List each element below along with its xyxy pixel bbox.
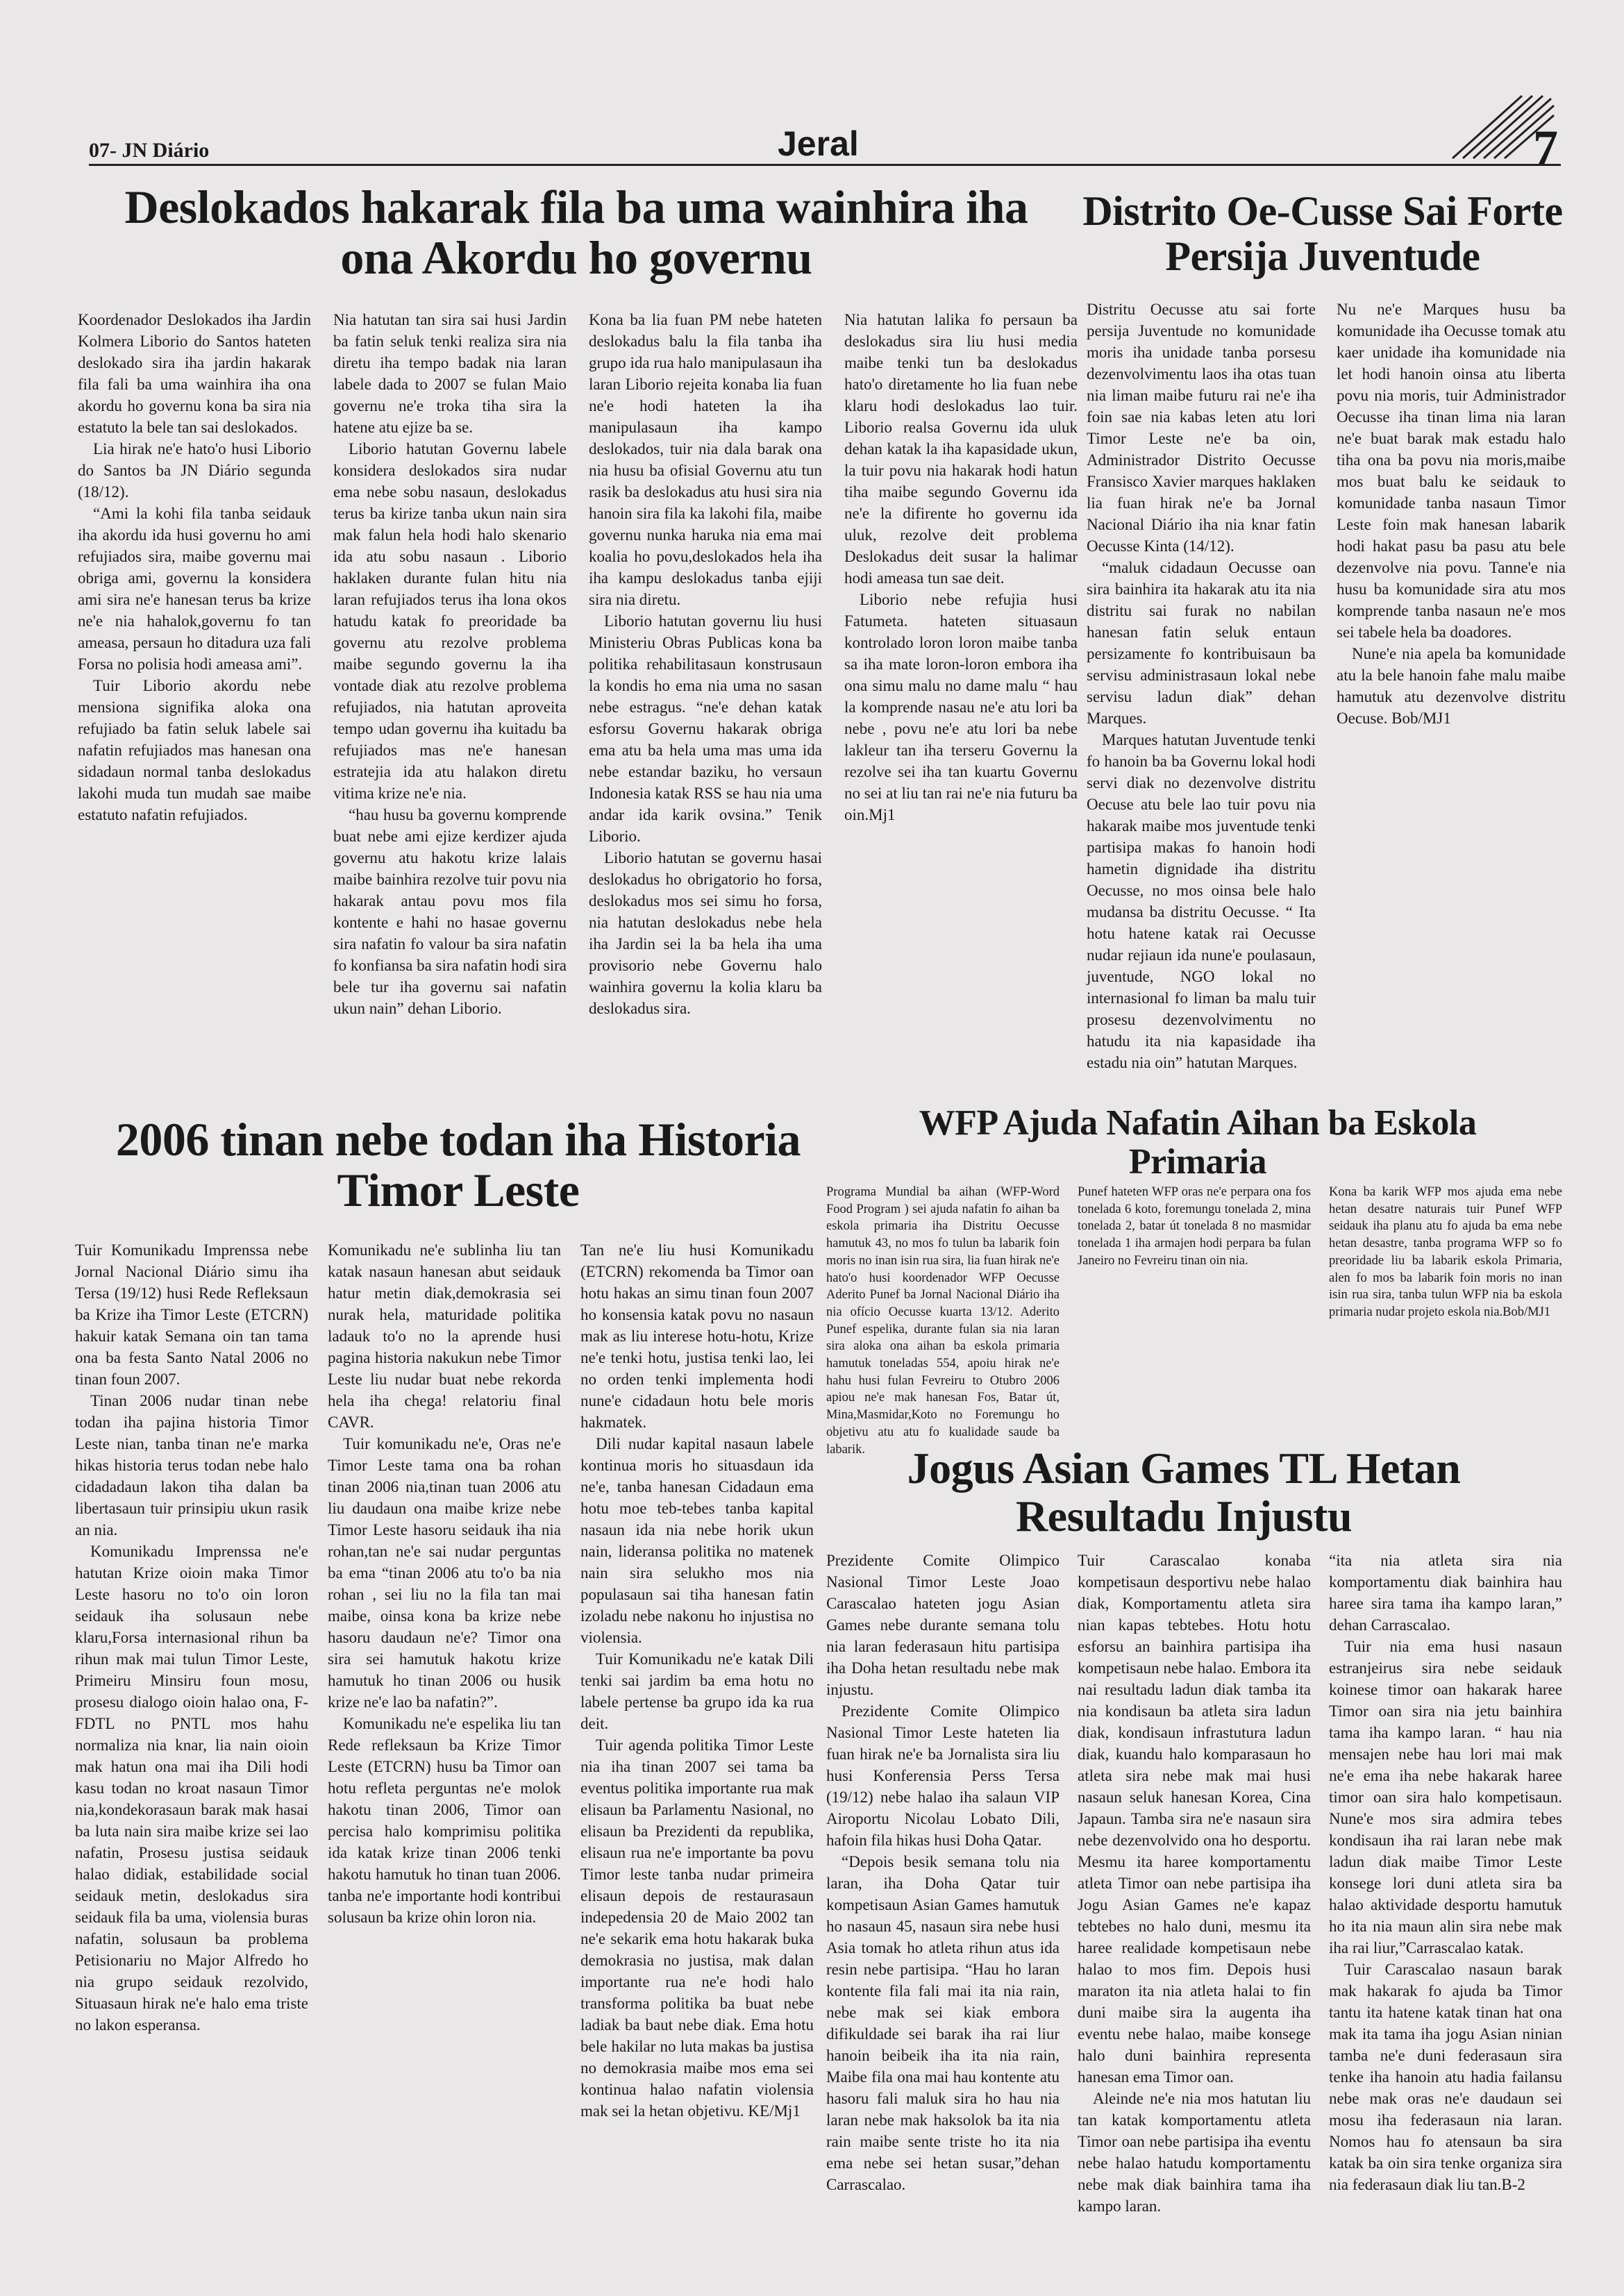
paragraph: Liborio nebe refujia husi Fatumeta. hateten situasaun kontrolado loron loron maibe tanba sa iha mate loron-loron embora iha ona simu malu no dame malu “ hau la komprende nasau ne'e atu lori ba nebe , povu ne'e atu lori ba nebe lakleur tan iha terseru Governu la rezolve sei iha tan kuartu Governu no sei at liu tan rai ne'e nia futuru ba oin.Mj1	[844, 591, 1078, 823]
paragraph: Tuir komunikadu ne'e, Oras ne'e Timor Leste tama ona ba rohan tinan 2006 nia,tinan tuan 2006 atu liu daudaun ona maibe krize nebe Timor Leste hasoru seidauk iha nia rohan,tan ne'e sai nudar perguntas ba ema “tinan 2006 atu to'o ba nia rohan , sei liu no la fila tan mai maibe, oinsa kona ba krize nebe hasoru daudaun ne'e? Timor ona sira sei hamutuk hakotu krize hamutuk ho tinan 2006 ou husik krize ne'e lao ba nafatin?”.	[328, 1435, 561, 1711]
article-column	[826, 1184, 1060, 1461]
paragraph: Nu ne'e Marques husu ba komunidade iha Oecusse tomak atu kaer unidade iha komunidade nia let hodi hanoin oinsa atu liberta povu nia moris, tuir Administrador Oecusse iha tinan lima nia laran ne'e buat barak mak estadu halo tiha ona ba povu nia moris,maibe mos buat balu ke seidauk to komunidade tanba nasaun Timor Leste foin mak hanesan labarik hodi hakat pasu ba pasu atu bele dezenvolve nia povu. Tanne'e nia husu ba komunidade sira atu mos komprende tanba nasaun ne'e mos sei tabele hela ba doadores.	[1337, 301, 1566, 641]
article-body-asiangames	[826, 1550, 1562, 2251]
article-body-deslokados	[78, 309, 1078, 1093]
article-column	[75, 1239, 308, 2253]
paragraph: Tuir Carascalao konaba kompetisaun desportivu nebe halao diak, Komportamentu atleta sira nian kapas tebtebes. Hotu hotu esforsu an bainhira partisipa iha kompetisaun nebe halao. Embora ita nai resultadu ladun diak tamba ita nia kondisaun ba atleta sira ladun diak, kondisaun infrastutura ladun diak, kuandu halo komparasaun ho atleta sira nebe mak mai husi nasaun seluk hanesan Korea, Cina Japaun. Tamba sira ne'e nasaun sira nebe dezenvolvido ona ho desportu. Mesmu ita haree komportamentu atleta Timor oan nebe partisipa iha Jogu Asian Games ne'e kapaz tebtebes no halo duni, mesmu ita haree realidade kompetisaun nebe halao to mos fim. Depois husi maraton ita nia atleta halai to fin duni maibe sira la augenta iha eventu nebe halao, maibe konsege halo duni bainhira representa hanesan ema Timor oan.	[1078, 1552, 1311, 2086]
paragraph: Nia hatutan lalika fo persaun ba deslokadus sira liu husi media maibe tenki tun ba deslokadus hato'o diretamente ho lia fuan nebe klaru hodi deslokadus lao tuir. Liborio realsa Governu ida uluk dehan katak la iha kapasidade ukun, la tuir povu nia hakarak hodi hatun tiha maibe segundo Governu ida ne'e la difirente ho governu ida uluk, rezolve deit problema Deslokadus deit susar la halimar hodi ameasa tun sae deit.	[844, 311, 1078, 587]
article-column	[1078, 1550, 1311, 2251]
paragraph: Nia hatutan tan sira sai husi Jardin ba fatin seluk tenki realiza sira nia diretu iha tempo badak nia laran labele dada to 2007 se fulan Maio governu ne'e troka tiha sira la hatene atu ejize ba se.	[333, 311, 567, 436]
paragraph: Punef hateten WFP oras ne'e perpara ona fos tonelada 6 koto, foremungu tonelada 2, mina tonelada 2, batar út tonelada 8 no masmidar tonelada 1 iha armajen hodi perpara ba fulan Janeiro no Fevreiru tinan oin nia.	[1078, 1185, 1311, 1268]
article-body-wfp	[826, 1184, 1562, 1461]
paragraph: Lia hirak ne'e hato'o husi Liborio do Santos ba JN Diário segunda (18/12).	[78, 440, 311, 501]
article-headline-oecusse: Distrito Oe-Cusse Sai Forte Persija Juventude	[1082, 188, 1563, 279]
article-headline-asiangames: Jogus Asian Games TL Hetan Resultadu Injustu	[907, 1443, 1461, 1541]
paragraph: Komunikadu ne'e espelika liu tan Rede refleksaun ba Krize Timor Leste (ETCRN) husu ba Timor oan hotu refleta perguntas ne'e molok hakotu tinan 2006, Timor oan percisa halo komprimisu politika ida katak krize tinan 2006 tenki hakotu hamutuk ho tinan tuan 2006. tanba ne'e importante hodi kontribui solusaun ba krize ohin loron nia.	[328, 1715, 561, 1926]
page-label: 07- JN Diário	[89, 139, 210, 162]
article-headline-deslokados: Deslokados hakarak fila ba uma wainhira iha ona Akordu ho governu	[124, 181, 1028, 285]
paragraph: Prezidente Comite Olimpico Nasional Timor Leste hateten lia fuan hirak ne'e ba Jornalista sira liu husi Konferensia Perss Tersa (19/12) nebe halao iha salaun VIP Airoportu Nicolau Lobato Dili, hafoin fila hikas husi Doha Qatar.	[826, 1702, 1060, 1849]
paragraph: Liborio hatutan se governu hasai deslokadus ho obrigatorio ho forsa, deslokadus mos sei simu ho forsa, nia hatutan deslokadus nebe hela iha Jardin sei la ba hela iha uma provisorio nebe Governu halo wainhira governu la kolia klaru ba deslokadus sira.	[589, 849, 822, 1017]
paragraph: Komunikadu Imprenssa ne'e hatutan Krize oioin maka Timor Leste hasoru no to'o oin loron seidauk iha solusaun nebe klaru,Forsa internasional rihun ba rihun mak mai tulun Timor Leste, Primeiru Minsiru foun mosu, prosesu dialogo oioin halao ona, F-FDTL no PNTL mos hahu normaliza nia knar, lia nain oioin mak hatun ona mai iha Dili hodi kasu todan no kroat nasaun Timor nia,kondekorasaun barak mak hasai ba luta nain sira maibe krize sei lao nafatin, Prosesu justisa seidauk halao didiak, estabilidade social seidauk metin, deslokadus sira seidauk fila ba uma, violensia buras nafatin, solusaun ba problema Petisionariu no Major Alfredo ho nia grupo seidauk rezolvido, Situasaun hirak ne'e halo ema triste no lakon esperansa.	[75, 1543, 308, 2034]
paragraph: Nune'e nia apela ba komunidade atu la bele hanoin fahe malu maibe hamutuk atu dezenvolve distritu Oecuse. Bob/MJ1	[1337, 645, 1566, 727]
article-column	[1078, 1184, 1311, 1461]
paragraph: Prezidente Comite Olimpico Nasional Timor Leste Joao Carascalao hateten jogu Asian Games nebe durante semana tolu nia laran federasaun hitu partisipa iha Doha hetan resultadu nebe mak injustu.	[826, 1552, 1060, 1698]
paragraph: Tinan 2006 nudar tinan nebe todan iha pajina historia Timor Leste nian, tanba tinan ne'e marka hikas historia terus todan nebe halo cidadadaun lakon tiha dalan ba libertasaun tuir prinsipiu ukun rasik an nia.	[75, 1392, 308, 1539]
article-column	[826, 1550, 1060, 2251]
paragraph: Kona ba karik WFP mos ajuda ema nebe hetan desatre naturais tuir Punef WFP seidauk iha planu atu fo ajuda ba ema nebe hetan desastre, tanba programa WFP so fo preoridade liu ba labarik eskola Primaria, alen fo mos ba labarik foin moris no inan isin rua sira, tanba tulun WFP nia ba eskola primaria nudar projeto eskola nia.Bob/MJ1	[1329, 1185, 1562, 1319]
paragraph: “maluk cidadaun Oecusse oan sira bainhira ita hakarak atu ita nia distritu sai furak no nabilan hanesan fatin seluk entaun persizamente fo kontribuisaun ba servisu administrasaun lokal nebe servisu ladun diak” dehan Marques.	[1087, 559, 1316, 727]
paragraph: Tuir Komunikadu ne'e katak Dili tenki sai jardim ba ema hotu no labele pertense ba grupo ida ka rua deit.	[580, 1650, 814, 1732]
article-column	[78, 309, 311, 1093]
section-title: Jeral	[778, 124, 859, 163]
paragraph: Kona ba lia fuan PM nebe hateten deslokadus balu la fila tanba iha grupo ida rua halo manipulasaun iha laran Liborio rejeita konaba lia fuan ne'e hodi hateten la iha manipulasaun iha kampo deslokados, tuir nia dala barak ona nia husu ba ofisial Governu atu tun rasik ba deslokadus atu husi sira nia hanoin sira fila ka lakohi fila, maibe governu nunka haruka nia ema mai koalia ho povu,deslokados hela iha iha kampu deslokadus tanba ejiji sira nia diretu.	[589, 311, 822, 608]
article-column	[328, 1239, 561, 2253]
page-number: 7	[1533, 120, 1558, 176]
article-column	[580, 1239, 814, 2253]
article-column	[589, 309, 822, 1093]
paragraph: Distritu Oecusse atu sai forte persija Juventude no komunidade moris iha unidade tanba porsesu dezenvolvimentu laos iha otas tuan nia liman maibe futuru rai ne'e iha foin sae nia kabas leten atu lori Timor Leste ne'e ba oin, Administrador Distrito Oecusse Fransisco Xavier marques haklaken lia fuan hirak ne'e ba Jornal Nacional Diário iha nia knar fatin Oecusse Kinta (14/12).	[1087, 301, 1316, 555]
article-headline-historia: 2006 tinan nebe todan iha Historia Timor Leste	[115, 1113, 801, 1217]
article-column	[1087, 299, 1316, 1093]
paragraph: Tuir Liborio akordu nebe mensiona signifika aloka ona refujiado ba fatin seluk labele sai nafatin refujiados mas hanesan ona sidadaun normal tanba deslokadus lakohi muda tun mudah sae maibe estatuto nafatin refujiados.	[78, 677, 311, 823]
article-column	[1337, 299, 1566, 1093]
paragraph: Liborio hatutan Governu labele konsidera deslokados sira nudar ema nebe sobu nasaun, deslokadus terus ba kirize tanba ukun nain sira mak falun hela hodi halo skenario ida atu sobu nasaun . Liborio haklaken durante fulan hitu nia laran refujiados terus iha lona okos hatudu katak fo preoridade ba governu atu rezolve problema maibe segundo governu la iha vontade diak atu rezolve problema refujiados, nia hatutan aproveita tempo udan governu iha kuitadu ba refujiados mas ne'e hanesan estratejia ida atu halakon diretu vitima krize ne'e nia.	[333, 440, 567, 802]
article-column	[1329, 1184, 1562, 1461]
article-body-oecusse	[1087, 299, 1566, 1093]
paragraph: Programa Mundial ba aihan (WFP-Word Food Program ) sei ajuda nafatin fo aihan ba eskola primaria iha Distritu Oecusse hamutuk 43, no mos fo tulun ba labarik foin moris no inan isin rua sira, lia fuan hirak ne'e hato'o husi koordenador WFP Oecusse Aderito Punef ba Jornal Nacional Diário iha nia ofício Oecusse kuarta 13/12. Aderito Punef espelika, durante fulan sia nia laran sira aloka ona aihan ba eskola primaria hamutuk toneladas 554, apoiu hirak ne'e hahu husi fulan Fevreiru to Otubro 2006 apiou ne'e mak hanesan Fos, Batar út, Mina,Masmidar,Koto no Foremungu ho objetivu atu atu fo kualidade saude ba labarik.	[826, 1185, 1060, 1457]
paragraph: Liborio hatutan governu liu husi Ministeriu Obras Publicas kona ba politika rehabilitasaun konstrusaun la kondis ho ema nia uma no sasan nebe estragus. “ne'e dehan katak esforsu Governu hakarak obriga ema atu ba hela uma mas uma ida nebe estandar baziku, ho versaun Indonesia katak RSS se hau nia uma andar ida karik ovsina.” Tenik Liborio.	[589, 612, 822, 845]
article-headline-wfp: WFP Ajuda Nafatin Aihan ba Eskola Primaria	[919, 1103, 1477, 1182]
paragraph: Koordenador Deslokados iha Jardin Kolmera Liborio do Santos hateten deslokado sira iha jardin hakarak fila fali ba uma wainhira iha ona akordu ho governu kona ba sira nia estatuto la bele tan sai deslokados.	[78, 311, 311, 436]
paragraph: Tuir Carascalao nasaun barak mak hakarak fo ajuda ba Timor tantu ita hatene katak tinan hat ona mak ita tama iha jogu Asian ninian tamba ne'e duni federasaun sira tenke iha hanoin atu hadia failansu nebe mak oras ne'e daudaun sei mosu iha federasaun nia laran. Nomos hau fo atensaun ba sira katak ba oin sira tenke organiza sira nia federasaun diak liu tan.B-2	[1329, 1961, 1562, 2193]
paragraph: Tuir Komunikadu Imprenssa nebe Jornal Nacional Diário simu iha Tersa (19/12) husi Rede Refleksaun ba Krize iha Timor Leste (ETCRN) hakuir katak Semana oin tan tama ona ba festa Santo Natal 2006 no tinan foun 2007.	[75, 1241, 308, 1388]
paragraph: Dili nudar kapital nasaun labele kontinua moris ho situasdaun ida ne'e, tanba hanesan Cidadaun ema hotu moe teb-tebes tanba kapital nasaun ida nia nebe horik ukun nain, lideransa politika no matenek nain sira selukho mos nia populasaun sai tiha hanesan fatin izoladu nebe nakonu ho injustisa no violensia.	[580, 1435, 814, 1646]
article-column	[333, 309, 567, 1093]
paragraph: “Depois besik semana tolu nia laran, iha Doha Qatar tuir kompetisaun Asian Games hamutuk ho nasaun 45, nasaun sira nebe husi Asia tomak ho atleta rihun atus ida resin nebe partisipa. “Hau ho laran kontente fila fali mai ita nia rain, nebe mak sei kiak embora difikuldade sei barak iha rai liur hanoin beibeik iha ita nia rain, Maibe fila ona mai hau kontente atu hasoru fali maluk sira ho hau nia laran nebe mak haksolok ba ita nia rain maibe sente triste ho ita nia ema nebe sei hetan susar,”dehan Carrascalao.	[826, 1853, 1060, 2193]
paragraph: Tuir nia ema husi nasaun estranjeirus sira nebe seidauk koinese timor oan hakarak haree Timor oan sira nia jetu bainhira tama iha kampo laran. “ hau nia mensajen nebe hau lori mai mak ne'e ema iha nebe hakarak haree timor oan sira halo kompetisaun. Nune'e mos sira admira tebes kondisaun iha rai laran nebe mak ladun diak maibe Timor Leste konsege lori duni atleta sira ba halao aktividade desportu hamutuk ho ita nia maun alin sira nebe mak iha rai liur,”Carrascalao katak.	[1329, 1638, 1562, 1956]
paragraph: Marques hatutan Juventude tenki fo hanoin ba ba Governu lokal hodi servi diak no dezenvolve distritu Oecuse atu bele lao tuir povu nia hakarak maibe mos juventude tenki partisipa makas fo hanoin hodi hametin dignidade iha distritu Oecusse, no mos oinsa bele halo mudansa ba distritu Oecusse. “ Ita hotu hatene katak rai Oecusse nudar rejiaun ida nune'e poulasaun, juventude, NGO lokal no internasional fo liman ba malu tuir prosesu dezenvolvimentu no hatudu ita nia kapasidade iha estadu nia oin” hatutan Marques.	[1087, 731, 1316, 1071]
paragraph: “Ami la kohi fila tanba seidauk iha akordu ida husi governu ho ami refujiados sira, maibe governu mai obriga ami, governu la konsidera ami sira ne'e hanesan terus ba krize ne'e nia hahalok,governu fo tan ameasa, persaun ho ditadura uza fali Forsa no polisia hodi ameasa ami”.	[78, 505, 311, 673]
paragraph: Tuir agenda politika Timor Leste nia iha tinan 2007 sei tama ba eventus politika importante rua mak elisaun ba Parlamentu Nasional, no elisaun ba Prezidenti da republika, elisaun rua ne'e importante ba povu Timor leste tanba nudar primeira elisaun depois de restaurasaun indepedensia 20 de Maio 2002 tan ne'e sekarik ema hotu hakarak buka demokrasia no justisa, mak dalan importante rua ne'e hodi halo transforma politika ba buat nebe ladiak ba baut nebe diak. Ema hotu bele hakilar no luta makas ba justisa no demokrasia maibe mos ema sei kontinua halao nafatin violensia mak sei la hetan objetivu. KE/Mj1	[580, 1736, 814, 2120]
article-body-historia	[75, 1239, 814, 2253]
paragraph: Tan ne'e liu husi Komunikadu (ETCRN) rekomenda ba Timor oan hotu hakas an simu tinan foun 2007 ho konsensia katak povu no nasaun mak as liu interese hotu-hotu, Krize ne'e tenki hotu, justisa tenki lao, lei no orden tenki implementa hodi nune'e cidadaun hotu bele moris hakmatek.	[580, 1241, 814, 1431]
article-column	[844, 309, 1078, 1093]
header-rule	[89, 164, 1561, 166]
paragraph: “hau husu ba governu komprende buat nebe ami ejize kerdizer ajuda governu atu hakotu krize lalais maibe bainhira rezolve tuir povu nia hakarak antau povu mos fila kontente e hahi no hasae governu sira nafatin fo valour ba sira nafatin fo konfiansa ba sira nafatin hodi sira bele tur iha governu sai nafatin ukun nain” dehan Liborio.	[333, 806, 567, 1017]
paragraph: “ita nia atleta sira nia komportamentu diak bainhira hau haree sira tama iha kampo laran,” dehan Carrascalao.	[1329, 1552, 1562, 1634]
article-column	[1329, 1550, 1562, 2251]
paragraph: Komunikadu ne'e sublinha liu tan katak nasaun hanesan abut seidauk hatur metin diak,demokrasia sei nurak hela, maturidade politika ladauk to'o no la aprende husi pagina historia nakukun nebe Timor Leste liu nudar buat nebe rekorda hela iha chega! relatoriu final CAVR.	[328, 1241, 561, 1431]
paragraph: Aleinde ne'e nia mos hatutan liu tan katak komportamentu atleta Timor oan nebe partisipa iha eventu nebe halao hatudu komportamentu nebe mak diak bainhira tama iha kampo laran.	[1078, 2090, 1311, 2215]
